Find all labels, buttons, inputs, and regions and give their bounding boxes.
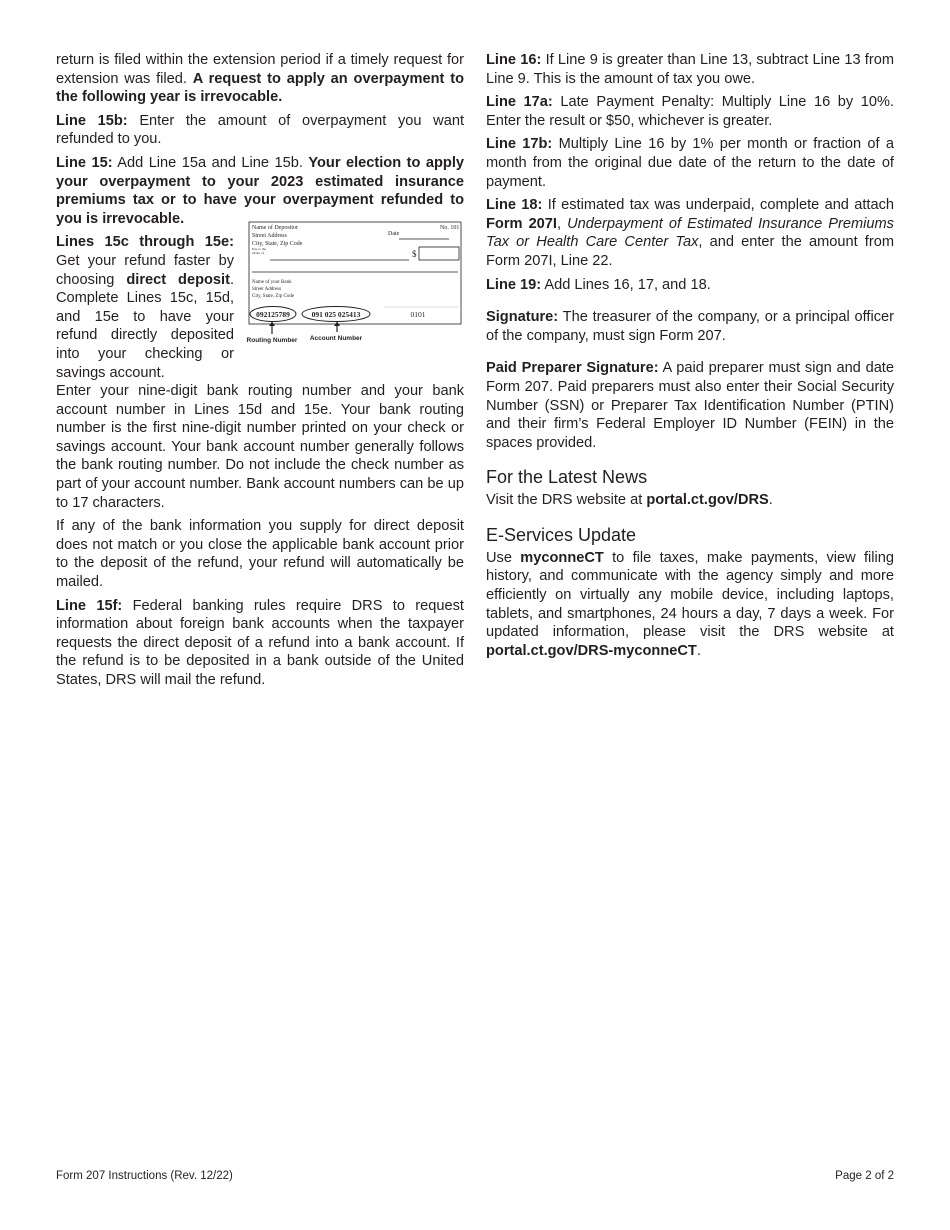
line-label: Line 15b: [56, 112, 128, 129]
line-label: Line 18: [486, 197, 543, 214]
footer-page-number: Page 2 of 2 [835, 1170, 894, 1182]
paragraph-line-18 [486, 196, 894, 270]
text: to file taxes, make payments, view filing history, and communicate with the agency simply and more efficiently on virtually any mobile device, including laptops, tablets, and smartphones, 24 hours a day, 7 days a week. For updated information, please visit the DRS website at [486, 549, 894, 641]
check-bank-name: Name of your Bank [252, 280, 292, 286]
paragraph-paid-preparer [486, 359, 894, 452]
italic-text: Underpayment of Estimated Insurance Premiums Tax or Health Care Center Tax [486, 215, 894, 251]
latest-news-section [486, 466, 894, 510]
text: Federal banking rules require DRS to request information about foreign bank accounts when the taxpayer requests the direct deposit of a refund into a bank account. If the refund is to be deposited in a bank outside of the United States, DRS will mail the refund. [56, 597, 464, 688]
drs-website-link[interactable]: portal.ct.gov/DRS [646, 492, 769, 509]
footer-form-title: Form 207 Instructions (Rev. 12/22) [56, 1170, 233, 1182]
account-number-label: Account Number [309, 335, 363, 343]
text: Add Lines 16, 17, and 18. [541, 276, 711, 293]
check-depositor: Name of Depositor [252, 225, 298, 232]
paragraph-line-17b [486, 135, 894, 191]
paragraph-extension [56, 51, 464, 107]
text: return is filed within the extension period if a timely request for extension was filed. [56, 52, 464, 87]
account-number: 091 025 025413 [311, 310, 361, 320]
text: , [556, 215, 568, 232]
check-number-label: No. 101 [440, 225, 460, 232]
line-label: Line 17a: [486, 94, 553, 111]
direct-deposit-block [56, 225, 464, 382]
check-bank-street: Street Address [252, 287, 282, 293]
left-column [56, 51, 464, 695]
line-label: Line 15: [56, 154, 113, 171]
paragraph-signature [486, 308, 894, 345]
sample-check [246, 221, 464, 345]
text: If Line 9 is greater than Line 13, subtract Line 13 from Line 9. This is the amount of tax you owe. [486, 52, 894, 87]
line-label: Line 17b: [486, 136, 553, 153]
paragraph-routing-info: Enter your nine-digit bank routing number and your bank account number in Lines 15d and 15e. Your bank routing number is the first nine-digit number printed on your check or savings account. Your bank account number generally follows the bank routing number. Do not include the check number as part of your account number. Bank account numbers can be up to 17 characters. [56, 383, 464, 511]
line-label: Line 19: [486, 276, 542, 293]
paragraph-line-15b [56, 112, 464, 149]
paragraph-bank-mismatch: If any of the bank information you supply for direct deposit does not match or you close the applicable bank account prior to the deposit of the refund, your refund will automatically be mailed. [56, 518, 464, 591]
eservices-heading: E-Services Update [486, 524, 637, 545]
check-city: City, State, Zip Code [252, 241, 303, 248]
check-order-of: Order of [252, 251, 264, 256]
line-label: Lines 15c through 15e: [56, 234, 234, 251]
paragraph-line-15 [56, 154, 464, 228]
bold-text: myconneCT [520, 549, 604, 566]
latest-news-text [486, 491, 894, 510]
line-label: Line 16: [486, 52, 542, 68]
text: Get your refund faster by choosing [56, 252, 234, 288]
paragraph-lines-15c-15e [56, 233, 234, 382]
eservices-text [486, 549, 894, 661]
check-date-label: Date [388, 231, 400, 238]
latest-news-heading: For the Latest News [486, 467, 648, 488]
bold-text: Form 207I [486, 215, 557, 232]
text: The treasurer of the company, or a principal officer of the company, must sign Form 207. [486, 309, 894, 344]
line-label: Signature: [486, 309, 559, 326]
myconnect-website-link[interactable]: portal.ct.gov/DRS-myconneCT [486, 642, 697, 659]
text: Enter the amount of overpayment you want refunded to you. [56, 112, 465, 148]
routing-number-label: Routing Number [246, 337, 298, 345]
text: If estimated tax was underpaid, complete and attach [542, 197, 894, 214]
paragraph-line-19 [486, 276, 894, 295]
text: Use [486, 549, 521, 566]
text: Add Line 15a and Line 15b. [112, 154, 309, 171]
text: . Complete Lines 15c, 15d, and 15e to have your refund directly deposited into your checking or savings account. [56, 271, 234, 381]
text: Multiply Line 16 by 1% per month or fraction of a month from the original due date of the return to the date of payment. [486, 136, 895, 190]
check-street: Street Address [252, 233, 287, 240]
paragraph-line-17a [486, 93, 894, 130]
text: A paid preparer must sign and date Form 207. Paid preparers must also enter their Social Security Number (SSN) or Preparer Tax Identification Number (PTIN) and their firm’s Federal Employer ID Number (FEIN) in the spaces provided. [486, 360, 894, 451]
bold-text: A request to apply an overpayment to the following year is irrevocable. [56, 70, 464, 106]
text: . [768, 492, 773, 509]
routing-number: 092125789 [256, 310, 290, 320]
paragraph-line-15f [56, 597, 464, 690]
check-bank-city: City, State, Zip Code [252, 294, 295, 300]
bold-text: direct deposit [126, 271, 230, 288]
text: . [696, 642, 701, 659]
check-dollar-sign: $ [412, 249, 417, 260]
text: Late Payment Penalty: Multiply Line 16 by 10%. Enter the result or $50, whichever is greater. [486, 94, 894, 129]
text: , and enter the amount from Form 207I, Line 22. [486, 234, 894, 269]
check-pay-to: Pay to the [252, 247, 266, 252]
check-serial-number: 0101 [410, 310, 426, 320]
paragraph-line-16 [486, 51, 894, 88]
bold-text: Your election to apply your overpayment to your 2023 estimated insurance premiums tax or to have your overpayment refunded to you is irrevocable. [56, 154, 464, 227]
eservices-section [486, 524, 894, 661]
sample-check-figure [246, 221, 464, 382]
text: Visit the DRS website at [486, 492, 647, 509]
line-label: Line 15f: [56, 597, 123, 614]
line-label: Paid Preparer Signature: [486, 360, 659, 377]
right-column [486, 51, 894, 665]
